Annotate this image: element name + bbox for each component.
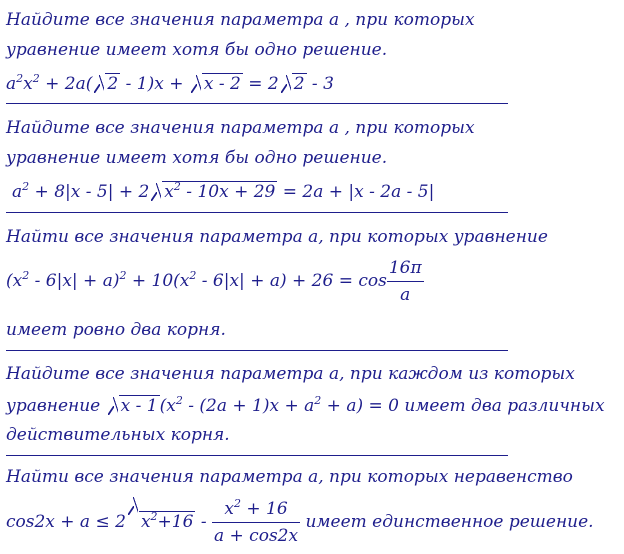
eq-exponent: 2	[16, 72, 24, 85]
eq-exponent: 2	[22, 269, 30, 282]
eq-exponent: 2	[175, 394, 183, 407]
eq-term: (x	[159, 396, 176, 416]
fraction: $\frac{16\pi}{a}$	[388, 258, 422, 305]
eq-exponent: 2	[189, 269, 197, 282]
separator	[6, 455, 508, 456]
problem-text: Найти все значения параметра a, при которых неравенство	[6, 467, 573, 487]
eq-term: a	[6, 74, 17, 94]
problem-text: Найти все значения параметра a, при которых уравнение	[6, 227, 548, 247]
eq-term: -	[195, 512, 212, 532]
problem-text: действительных корня.	[6, 425, 230, 445]
radical: x - 1	[107, 394, 160, 418]
equation	[6, 494, 594, 550]
problem-text: имеет ровно два корня.	[6, 320, 226, 340]
eq-term: - 6|x| + a) + 26 = cos	[196, 271, 387, 291]
eq-term: = 2a + |x - 2a - 5|	[277, 182, 435, 202]
eq-exponent: 2	[314, 394, 322, 407]
problem-text: уравнение имеет хотя бы одно решение.	[6, 40, 388, 60]
radical: 2	[280, 72, 307, 96]
equation	[6, 256, 424, 306]
eq-term: + a) = 0 имеет два различных	[321, 396, 605, 416]
eq-term: - (2a + 1)x + a	[182, 396, 315, 416]
separator	[6, 350, 508, 351]
separator	[6, 103, 508, 104]
eq-term: - 3	[306, 74, 334, 94]
radical: 2	[93, 72, 120, 96]
fraction: $\frac{x^2 + 16}{a + \cos 2x}$	[214, 497, 299, 546]
problem-text: Найдите все значения параметра a , при которых	[6, 118, 475, 138]
eq-term: (x	[6, 271, 23, 291]
eq-exponent: 2	[119, 269, 127, 282]
eq-term: - 1)x +	[120, 74, 189, 94]
eq-term: + 2a(	[39, 74, 93, 94]
eq-term: + 10(x	[126, 271, 190, 291]
radical: $x^2 - 10x + 29$	[150, 180, 277, 204]
eq-term: a	[12, 182, 23, 202]
eq-exponent: 2	[22, 180, 30, 193]
radical: $x^2+16$	[127, 494, 195, 550]
problem-text: уравнение имеет хотя бы одно решение.	[6, 148, 388, 168]
eq-term: имеет единственное решение.	[300, 512, 594, 532]
eq-term: = 2	[242, 74, 279, 94]
eq-term: cos2x + a ≤ 2	[6, 512, 126, 532]
radical: x - 2	[190, 72, 243, 96]
equation	[6, 72, 334, 96]
eq-term: - 6|x| + a)	[29, 271, 120, 291]
equation	[12, 180, 434, 204]
equation	[6, 394, 605, 418]
eq-exponent: 2	[32, 72, 40, 85]
eq-term: + 8|x - 5| + 2	[29, 182, 150, 202]
eq-term: уравнение	[6, 396, 106, 416]
problem-text: Найдите все значения параметра a, при каждом из которых	[6, 364, 575, 384]
problem-text: Найдите все значения параметра a , при которых	[6, 10, 475, 30]
separator	[6, 212, 508, 213]
eq-term: x	[23, 74, 33, 94]
